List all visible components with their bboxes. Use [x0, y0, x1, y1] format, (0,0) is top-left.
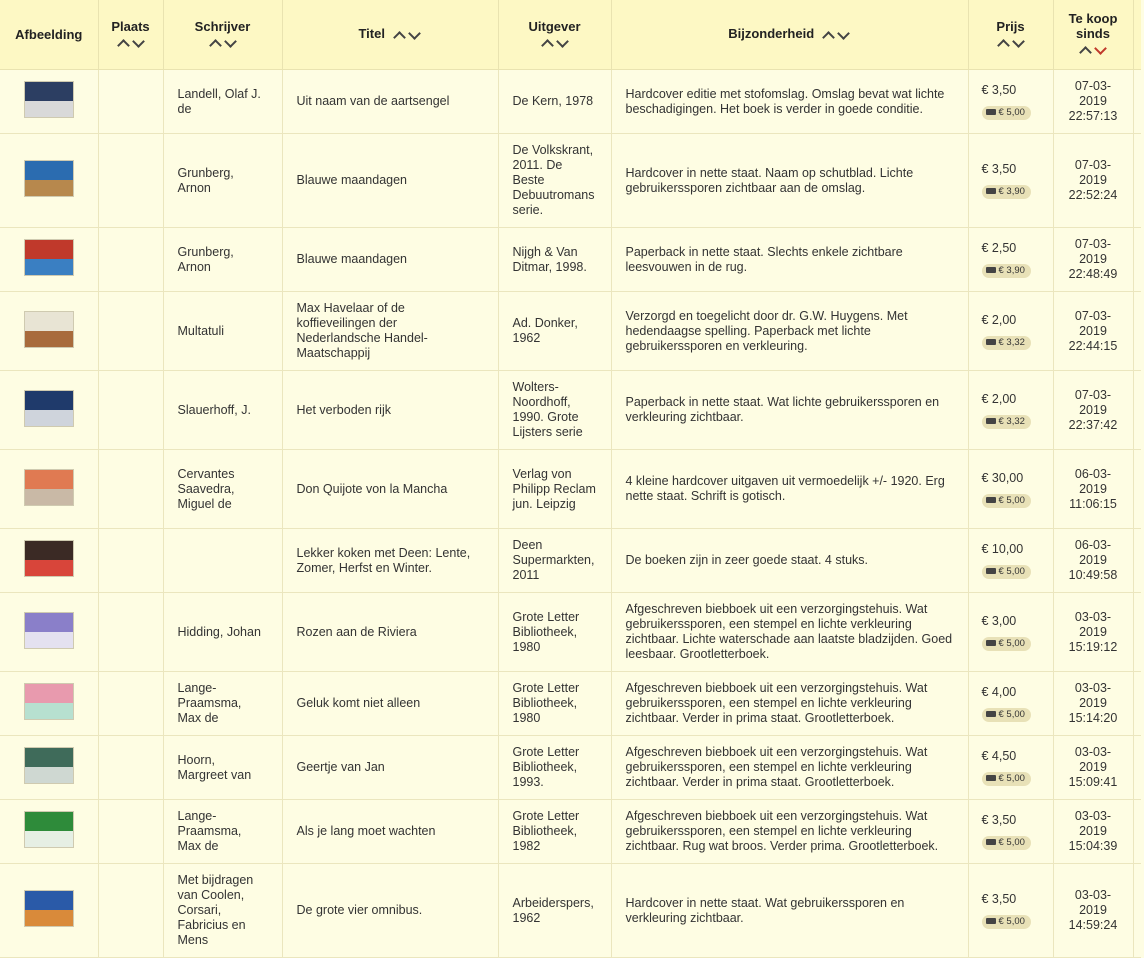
te-koop-sinds-cell: [1053, 593, 1133, 672]
schrijver-cell: [163, 529, 282, 593]
header-uitgever-label: Uitgever: [528, 18, 581, 34]
date-value: 03-03-: [1074, 681, 1112, 695]
plaats-cell: [98, 800, 163, 864]
header-bijzonderheid-label: Bijzonderheid: [728, 26, 815, 42]
bijzonderheid-cell: Hardcover in nette staat. Wat gebruikerssporen en verkleuring zichtbaar.: [611, 864, 968, 958]
titel-cell[interactable]: Geluk komt niet alleen: [282, 672, 498, 736]
shipping-cost: € 5,00: [998, 494, 1025, 506]
time-value: 15:14:20: [1068, 711, 1118, 725]
bijzonderheid-cell: De boeken zijn in zeer goede staat. 4 stuks.: [611, 529, 968, 593]
te-koop-sinds-cell: [1053, 529, 1133, 593]
te-koop-sinds-cell: [1053, 228, 1133, 292]
time-value: 22:44:15: [1068, 338, 1118, 353]
spacer-cell: [1133, 228, 1141, 292]
te-koop-sinds-cell: [1053, 371, 1133, 450]
date-value: 03-03-: [1074, 809, 1112, 823]
header-te-koop-sinds: [1053, 0, 1133, 70]
book-thumbnail[interactable]: [24, 540, 74, 577]
time-value: 22:57:13: [1068, 109, 1118, 123]
shipping-badge: [982, 637, 1031, 651]
plaats-cell: [98, 450, 163, 529]
afbeelding-cell: [0, 292, 98, 371]
schrijver-cell: Lange-Praamsma, Max de: [163, 672, 282, 736]
truck-icon: [986, 339, 996, 345]
plaats-cell: [98, 228, 163, 292]
table-row[interactable]: [0, 736, 1141, 800]
truck-icon: [986, 839, 996, 845]
sort-bijzonderheid-desc-icon[interactable]: [837, 27, 850, 40]
te-koop-sinds-cell: [1053, 864, 1133, 958]
header-schrijver-label: Schrijver: [194, 18, 251, 34]
afbeelding-cell: [0, 800, 98, 864]
spacer-cell: [1133, 371, 1141, 450]
uitgever-cell: Deen Supermarkten, 2011: [498, 529, 611, 593]
truck-icon: [986, 568, 996, 574]
price-value: € 2,00: [981, 391, 1017, 406]
header-schrijver: [163, 0, 282, 70]
price-value: € 2,50: [981, 241, 1017, 255]
shipping-badge: [982, 264, 1031, 278]
bijzonderheid-cell: Afgeschreven biebboek uit een verzorgingstehuis. Wat gebruikerssporen, een stempel en lichte verkleuring zichtbaar. Verder in prima staat. Grootletterboek.: [611, 672, 968, 736]
shipping-cost: € 3,32: [998, 415, 1025, 427]
uitgever-cell: Wolters-Noordhoff, 1990. Grote Lijsters serie: [498, 371, 611, 450]
uitgever-cell: De Kern, 1978: [498, 70, 611, 134]
time-value: 11:06:15: [1069, 496, 1117, 511]
te-koop-sinds-cell: [1053, 134, 1133, 228]
uitgever-cell: Grote Letter Bibliotheek, 1982: [498, 800, 611, 864]
afbeelding-cell: [0, 864, 98, 958]
prijs-cell: [968, 529, 1053, 593]
bijzonderheid-cell: Verzorgd en toegelicht door dr. G.W. Huygens. Met hedendaagse spelling. Paperback met lichte gebruikerssporen en verkleuring.: [611, 292, 968, 371]
table-row[interactable]: [0, 134, 1141, 228]
year-value: 2019: [1079, 481, 1107, 496]
table-header: [0, 0, 1141, 70]
shipping-badge: [982, 185, 1031, 199]
te-koop-sinds-cell: [1053, 672, 1133, 736]
sort-plaats-desc-icon[interactable]: [132, 35, 145, 48]
plaats-cell: [98, 593, 163, 672]
shipping-badge: [982, 494, 1031, 508]
uitgever-cell: Grote Letter Bibliotheek, 1993.: [498, 736, 611, 800]
bijzonderheid-cell: Afgeschreven biebboek uit een verzorgingstehuis. Wat gebruikerssporen, een stempel en lichte verkleuring zichtbaar. Rug wat broos. Verder prima. Grootletterboek.: [611, 800, 968, 864]
date-value: 07-03-: [1074, 308, 1112, 323]
uitgever-cell: De Volkskrant, 2011. De Beste Debuutromans serie.: [498, 134, 611, 228]
time-value: 10:49:58: [1068, 568, 1118, 582]
plaats-cell: [98, 864, 163, 958]
bijzonderheid-cell: Paperback in nette staat. Slechts enkele zichtbare leesvouwen in de rug.: [611, 228, 968, 292]
afbeelding-cell: [0, 593, 98, 672]
prijs-cell: [968, 228, 1053, 292]
schrijver-cell: Slauerhoff, J.: [163, 371, 282, 450]
header-titel-label: Titel: [358, 26, 385, 42]
shipping-badge: [982, 415, 1031, 429]
prijs-cell: [968, 800, 1053, 864]
schrijver-cell: Met bijdragen van Coolen, Corsari, Fabricius en Mens: [163, 864, 282, 958]
shipping-cost: € 3,90: [998, 265, 1025, 276]
header-sinds-line2: sinds: [1076, 26, 1110, 41]
price-value: € 3,50: [981, 813, 1017, 827]
plaats-cell: [98, 70, 163, 134]
sort-schrijver-desc-icon[interactable]: [224, 35, 237, 48]
year-value: 2019: [1079, 252, 1107, 266]
prijs-cell: [968, 371, 1053, 450]
shipping-cost: € 5,00: [998, 637, 1025, 649]
truck-icon: [986, 188, 996, 194]
year-value: 2019: [1079, 553, 1107, 567]
schrijver-cell: Hoorn, Margreet van: [163, 736, 282, 800]
year-value: 2019: [1079, 696, 1107, 710]
bijzonderheid-cell: Hardcover in nette staat. Naam op schutblad. Lichte gebruikerssporen zichtbaar aan de omslag.: [611, 134, 968, 228]
uitgever-cell: Grote Letter Bibliotheek, 1980: [498, 593, 611, 672]
table-row[interactable]: [0, 450, 1141, 529]
book-thumbnail[interactable]: [24, 311, 74, 348]
te-koop-sinds-cell: [1053, 800, 1133, 864]
titel-cell[interactable]: Blauwe maandagen: [282, 228, 498, 292]
te-koop-sinds-cell: [1053, 70, 1133, 134]
titel-cell[interactable]: Don Quijote von la Mancha: [282, 450, 498, 529]
date-value: 06-03-: [1074, 538, 1112, 552]
book-thumbnail[interactable]: [24, 390, 74, 427]
spacer-cell: [1133, 593, 1141, 672]
time-value: 15:19:12: [1068, 639, 1118, 654]
shipping-cost: € 5,00: [998, 916, 1025, 927]
sort-schrijver-asc-icon[interactable]: [209, 39, 222, 52]
schrijver-cell: Hidding, Johan: [163, 593, 282, 672]
shipping-cost: € 3,90: [998, 186, 1025, 197]
schrijver-cell: Grunberg, Arnon: [163, 134, 282, 228]
book-thumbnail[interactable]: [24, 747, 74, 784]
te-koop-sinds-cell: [1053, 450, 1133, 529]
schrijver-cell: Landell, Olaf J. de: [163, 70, 282, 134]
book-thumbnail[interactable]: [24, 683, 74, 720]
price-value: € 4,00: [981, 685, 1017, 699]
truck-icon: [986, 109, 996, 115]
uitgever-cell: Ad. Donker, 1962: [498, 292, 611, 371]
titel-cell[interactable]: Het verboden rijk: [282, 371, 498, 450]
plaats-cell: [98, 736, 163, 800]
spacer-cell: [1133, 800, 1141, 864]
shipping-cost: € 5,00: [998, 566, 1025, 577]
spacer-cell: [1133, 134, 1141, 228]
uitgever-cell: Verlag von Philipp Reclam jun. Leipzig: [498, 450, 611, 529]
afbeelding-cell: [0, 70, 98, 134]
te-koop-sinds-cell: [1053, 736, 1133, 800]
spacer-cell: [1133, 672, 1141, 736]
sort-titel-asc-icon[interactable]: [393, 31, 406, 44]
truck-icon: [986, 640, 996, 646]
spacer-cell: [1133, 450, 1141, 529]
bijzonderheid-cell: 4 kleine hardcover uitgaven uit vermoedelijk +/- 1920. Erg nette staat. Schrift is gotisch.: [611, 450, 968, 529]
date-value: 07-03-: [1074, 237, 1112, 251]
table-row[interactable]: [0, 292, 1141, 371]
price-value: € 3,50: [981, 83, 1017, 97]
plaats-cell: [98, 371, 163, 450]
spacer-cell: [1133, 529, 1141, 593]
header-sinds-line1: Te koop: [1068, 11, 1118, 26]
table-row[interactable]: [0, 371, 1141, 450]
titel-cell[interactable]: Uit naam van de aartsengel: [282, 70, 498, 134]
sort-prijs-desc-icon[interactable]: [1012, 35, 1025, 48]
table-row[interactable]: [0, 70, 1141, 134]
sort-bijzonderheid-asc-icon[interactable]: [822, 31, 835, 44]
truck-icon: [986, 775, 996, 781]
bijzonderheid-cell: Paperback in nette staat. Wat lichte gebruikerssporen en verkleuring zichtbaar.: [611, 371, 968, 450]
afbeelding-cell: [0, 371, 98, 450]
schrijver-cell: Grunberg, Arnon: [163, 228, 282, 292]
uitgever-cell: Nijgh & Van Ditmar, 1998.: [498, 228, 611, 292]
table-row[interactable]: [0, 800, 1141, 864]
titel-cell[interactable]: De grote vier omnibus.: [282, 864, 498, 958]
year-value: 2019: [1079, 402, 1107, 417]
titel-cell[interactable]: Geertje van Jan: [282, 736, 498, 800]
time-value: 22:48:49: [1068, 267, 1118, 281]
shipping-badge: [982, 772, 1031, 786]
uitgever-cell: Arbeiderspers, 1962: [498, 864, 611, 958]
date-value: 07-03-: [1074, 387, 1112, 402]
afbeelding-cell: [0, 529, 98, 593]
prijs-cell: [968, 736, 1053, 800]
truck-icon: [986, 918, 996, 924]
plaats-cell: [98, 672, 163, 736]
afbeelding-cell: [0, 134, 98, 228]
titel-cell[interactable]: Blauwe maandagen: [282, 134, 498, 228]
prijs-cell: [968, 292, 1053, 371]
book-thumbnail[interactable]: [24, 612, 74, 649]
year-value: 2019: [1079, 760, 1107, 774]
price-value: € 30,00: [981, 470, 1024, 485]
time-value: 14:59:24: [1068, 918, 1118, 932]
table-row[interactable]: [0, 529, 1141, 593]
year-value: 2019: [1079, 824, 1107, 838]
sort-titel-desc-icon[interactable]: [408, 27, 421, 40]
schrijver-cell: Cervantes Saavedra, Miguel de: [163, 450, 282, 529]
header-spacer: [1133, 0, 1141, 70]
table-row[interactable]: [0, 864, 1141, 958]
bijzonderheid-cell: Afgeschreven biebboek uit een verzorgingstehuis. Wat gebruikerssporen, een stempel en lichte verkleuring zichtbaar. Lichte waterschade aan laatste bladzijden. Goed leesbaar. Grootletterboek.: [611, 593, 968, 672]
sort-sinds-desc-icon[interactable]: [1094, 42, 1107, 55]
book-thumbnail[interactable]: [24, 811, 74, 848]
header-titel: [282, 0, 498, 70]
shipping-badge: [982, 565, 1031, 579]
year-value: 2019: [1079, 624, 1107, 639]
titel-cell[interactable]: Lekker koken met Deen: Lente, Zomer, Herfst en Winter.: [282, 529, 498, 593]
date-value: 03-03-: [1074, 888, 1112, 902]
time-value: 15:09:41: [1068, 775, 1118, 789]
price-value: € 3,50: [981, 892, 1017, 906]
prijs-cell: [968, 593, 1053, 672]
sort-prijs-asc-icon[interactable]: [997, 39, 1010, 52]
date-value: 03-03-: [1074, 609, 1112, 624]
table-row[interactable]: [0, 672, 1141, 736]
sort-plaats-asc-icon[interactable]: [117, 39, 130, 52]
schrijver-cell: Lange-Praamsma, Max de: [163, 800, 282, 864]
book-thumbnail[interactable]: [24, 239, 74, 276]
price-value: € 4,50: [981, 749, 1017, 763]
date-value: 06-03-: [1074, 466, 1112, 481]
prijs-cell: [968, 672, 1053, 736]
spacer-cell: [1133, 864, 1141, 958]
shipping-badge: [982, 336, 1031, 350]
year-value: 2019: [1079, 173, 1107, 187]
afbeelding-cell: [0, 450, 98, 529]
price-value: € 10,00: [981, 542, 1024, 556]
header-bijzonderheid: [611, 0, 968, 70]
prijs-cell: [968, 70, 1053, 134]
titel-cell[interactable]: Max Havelaar of de koffieveilingen der Nederlandsche Handel-Maatschappij: [282, 292, 498, 371]
bijzonderheid-cell: Afgeschreven biebboek uit een verzorgingstehuis. Wat gebruikerssporen, een stempel en lichte verkleuring zichtbaar. Verder in prima staat. Grootletterboek.: [611, 736, 968, 800]
bijzonderheid-cell: Hardcover editie met stofomslag. Omslag bevat wat lichte beschadigingen. Het boek is verder in goede conditie.: [611, 70, 968, 134]
shipping-badge: [982, 106, 1031, 120]
table-row[interactable]: [0, 593, 1141, 672]
shipping-badge: [982, 708, 1031, 722]
sort-uitgever-asc-icon[interactable]: [541, 39, 554, 52]
price-value: € 2,00: [981, 312, 1017, 327]
shipping-cost: € 5,00: [998, 709, 1025, 720]
book-thumbnail[interactable]: [24, 81, 74, 118]
table-row[interactable]: [0, 228, 1141, 292]
date-value: 07-03-: [1074, 79, 1112, 93]
book-thumbnail[interactable]: [24, 890, 74, 927]
uitgever-cell: Grote Letter Bibliotheek, 1980: [498, 672, 611, 736]
shipping-badge: [982, 836, 1031, 850]
prijs-cell: [968, 450, 1053, 529]
table-body: [0, 70, 1141, 958]
time-value: 22:37:42: [1068, 417, 1118, 432]
header-afbeelding-label: Afbeelding: [15, 27, 83, 42]
titel-cell[interactable]: Rozen aan de Riviera: [282, 593, 498, 672]
date-value: 03-03-: [1074, 745, 1112, 759]
time-value: 15:04:39: [1068, 839, 1118, 853]
truck-icon: [986, 418, 996, 424]
year-value: 2019: [1079, 94, 1107, 108]
book-thumbnail[interactable]: [24, 160, 74, 197]
shipping-badge: [982, 915, 1031, 929]
truck-icon: [986, 267, 996, 273]
te-koop-sinds-cell: [1053, 292, 1133, 371]
spacer-cell: [1133, 292, 1141, 371]
shipping-cost: € 3,32: [998, 336, 1025, 348]
plaats-cell: [98, 292, 163, 371]
shipping-cost: € 5,00: [998, 837, 1025, 848]
price-value: € 3,00: [981, 613, 1017, 628]
sort-uitgever-desc-icon[interactable]: [556, 35, 569, 48]
header-uitgever: [498, 0, 611, 70]
afbeelding-cell: [0, 672, 98, 736]
sort-sinds-asc-icon[interactable]: [1079, 46, 1092, 59]
book-thumbnail[interactable]: [24, 469, 74, 506]
price-value: € 3,50: [981, 162, 1017, 176]
shipping-cost: € 5,00: [998, 107, 1025, 118]
spacer-cell: [1133, 70, 1141, 134]
prijs-cell: [968, 134, 1053, 228]
schrijver-cell: Multatuli: [163, 292, 282, 371]
header-afbeelding: [0, 0, 98, 70]
spacer-cell: [1133, 736, 1141, 800]
truck-icon: [986, 497, 996, 503]
truck-icon: [986, 711, 996, 717]
header-plaats: [98, 0, 163, 70]
shipping-cost: € 5,00: [998, 773, 1025, 784]
titel-cell[interactable]: Als je lang moet wachten: [282, 800, 498, 864]
prijs-cell: [968, 864, 1053, 958]
header-plaats-label: Plaats: [111, 18, 150, 34]
time-value: 22:52:24: [1068, 188, 1118, 202]
year-value: 2019: [1079, 903, 1107, 917]
afbeelding-cell: [0, 736, 98, 800]
header-prijs: [968, 0, 1053, 70]
header-prijs-label: Prijs: [996, 18, 1025, 34]
afbeelding-cell: [0, 228, 98, 292]
plaats-cell: [98, 529, 163, 593]
plaats-cell: [98, 134, 163, 228]
date-value: 07-03-: [1074, 158, 1112, 172]
year-value: 2019: [1079, 323, 1107, 338]
